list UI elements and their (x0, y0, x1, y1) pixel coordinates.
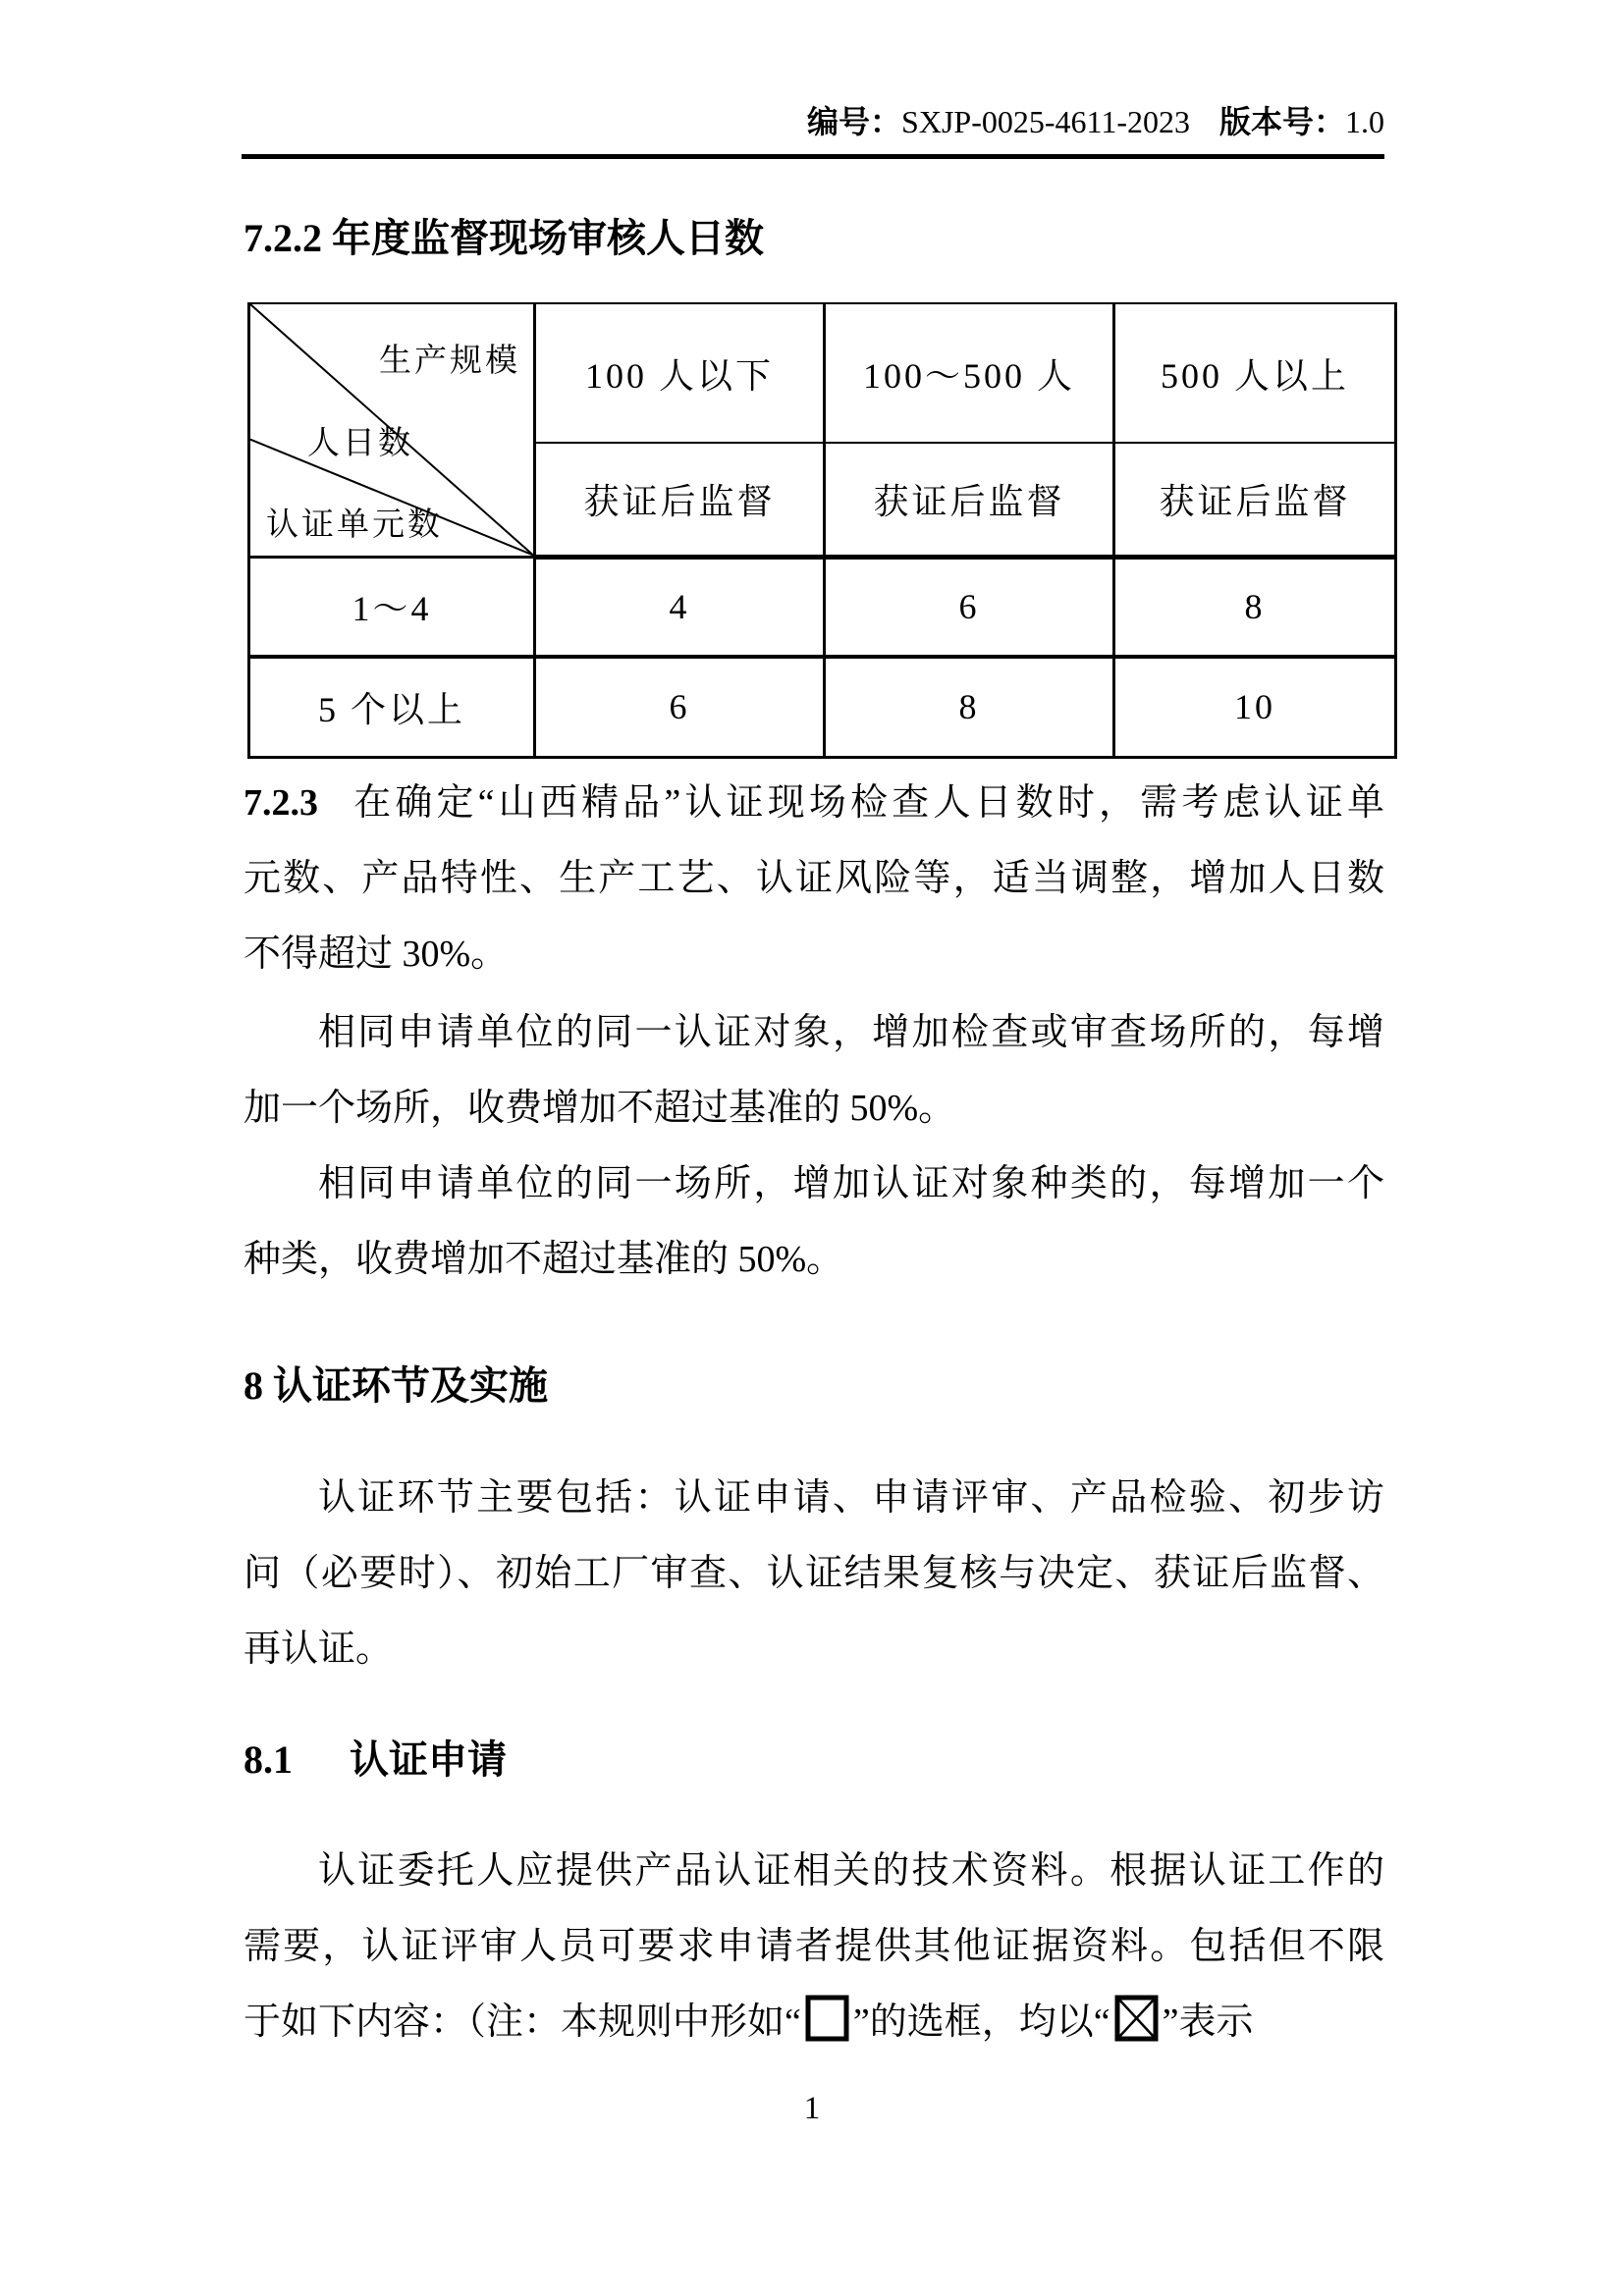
paragraph-line (244, 1985, 1384, 2060)
cell-1-4-over-500: 8 (1114, 557, 1396, 657)
corner-label-man-days: 人日数 (307, 426, 413, 461)
paragraph-application (244, 1834, 1384, 2060)
heading-title: 认证申请 (350, 1737, 507, 1782)
cell-5-plus-over-500: 10 (1114, 657, 1396, 757)
table-row (249, 557, 1396, 657)
version-value: 1.0 (1345, 104, 1384, 139)
page-number: 1 (803, 2091, 821, 2126)
paragraph-line: 元数、产品特性、生产工艺、认证风险等，适当调整，增加人日数 (244, 858, 1384, 899)
corner-label-cert-units: 认证单元数 (266, 507, 443, 543)
paragraph-line: 认证委托人应提供产品认证相关的技术资料。根据认证工作的 (318, 1850, 1384, 1892)
cell-1-4-under-100: 4 (535, 557, 825, 657)
paragraph-additional-types (244, 1147, 1384, 1298)
code-value: SXJP-0025-4611-2023 (901, 104, 1190, 139)
paragraph-line: 问（必要时）、初始工厂审查、认证结果复核与决定、获证后监督、 (244, 1553, 1384, 1594)
paragraph-line: 认证环节主要包括：认证申请、申请评审、产品检验、初步访 (318, 1477, 1384, 1519)
version-label: 版本号： (1218, 104, 1345, 139)
sub-header-post-cert-1: 获证后监督 (535, 443, 825, 557)
row-label-1-4: 1～4 (249, 557, 535, 657)
paragraph-cert-process (244, 1461, 1384, 1687)
paragraph-line (244, 766, 1384, 841)
paragraph-line: 种类，收费增加不超过基准的 50%。 (244, 1239, 844, 1280)
code-label: 编号： (807, 104, 902, 139)
document-code-header (244, 101, 1384, 142)
cell-5-plus-100-500: 8 (825, 657, 1114, 757)
paragraph-additional-sites (244, 995, 1384, 1147)
heading-8: 8 认证环节及实施 (244, 1363, 548, 1408)
paragraph-line: 相同申请单位的同一场所，增加认证对象种类的，每增加一个 (318, 1163, 1384, 1204)
corner-label-production-scale: 生产规模 (379, 344, 520, 379)
paragraph-line: 不得超过 30%。 (244, 934, 509, 975)
row-label-5-plus: 5 个以上 (249, 657, 535, 757)
paragraph-text: ”的选框，均以“ (852, 2002, 1110, 2043)
paragraph-7-2-3 (244, 766, 1384, 992)
paragraph-text: 于如下内容：（注：本规则中形如“ (244, 2002, 801, 2043)
sub-header-post-cert-3: 获证后监督 (1114, 443, 1396, 557)
heading-number: 8.1 (244, 1737, 293, 1782)
paragraph-line: 相同申请单位的同一认证对象，增加检查或审查场所的，每增 (318, 1012, 1384, 1053)
paragraph-line: 再认证。 (244, 1629, 394, 1670)
col-header-100-500: 100～500 人 (825, 303, 1114, 443)
heading-8-1 (244, 1736, 1384, 1784)
crossed-checkbox-icon (1114, 1995, 1159, 2042)
heading-7-2-2: 7.2.2 年度监督现场审核人日数 (244, 216, 764, 260)
table-row (249, 657, 1396, 757)
empty-checkbox-icon (805, 1995, 849, 2042)
header-divider-rule (242, 154, 1384, 159)
man-days-table (247, 302, 1397, 759)
sub-header-post-cert-2: 获证后监督 (825, 443, 1114, 557)
cell-5-plus-under-100: 6 (535, 657, 825, 757)
table-corner-cell (249, 303, 535, 557)
col-header-under-100: 100 人以下 (535, 303, 825, 443)
paragraph-text: 在确定“山西精品”认证现场检查人日数时，需考虑认证单 (350, 782, 1384, 824)
paragraph-line: 需要，认证评审人员可要求申请者提供其他证据资料。包括但不限 (244, 1926, 1384, 1967)
paragraph-line: 加一个场所，收费增加不超过基准的 50%。 (244, 1088, 956, 1129)
cell-1-4-100-500: 6 (825, 557, 1114, 657)
paragraph-text: ”表示 (1162, 2002, 1254, 2043)
clause-number: 7.2.3 (244, 782, 318, 824)
col-header-over-500: 500 人以上 (1114, 303, 1396, 443)
